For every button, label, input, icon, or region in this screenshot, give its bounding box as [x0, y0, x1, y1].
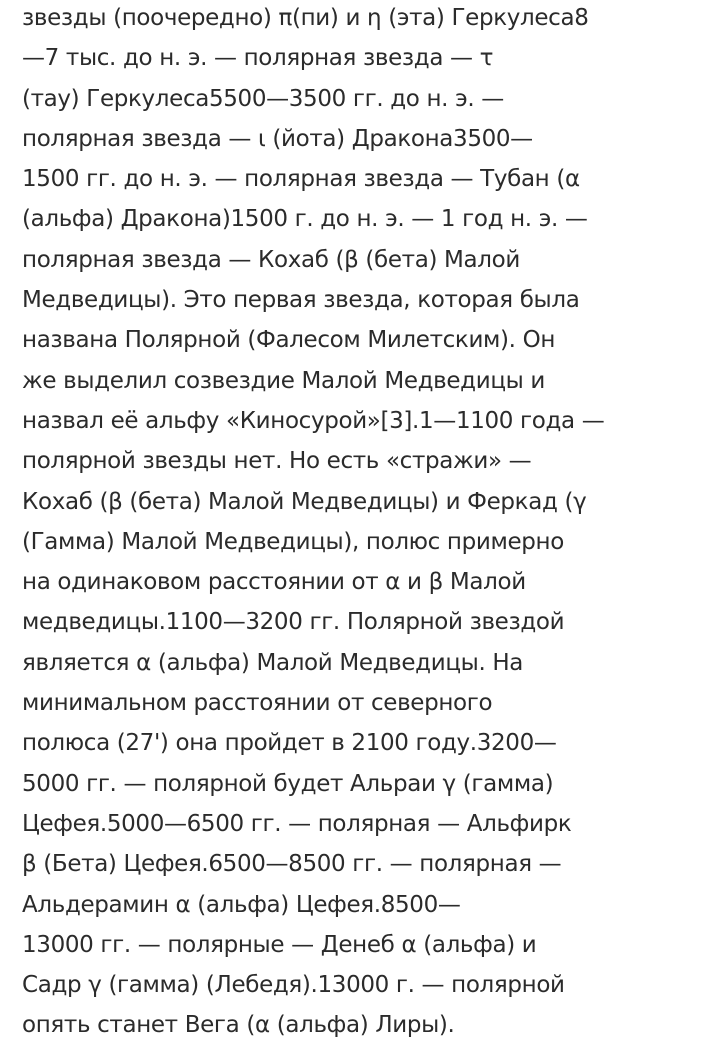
text-line: (Гамма) Малой Медведицы), полюс примерно — [22, 528, 564, 555]
text-line: Кохаб (β (бета) Малой Медведицы) и Феркад (γ — [22, 488, 587, 515]
text-line: 5000 гг. — полярной будет Альраи γ (гамма) — [22, 770, 554, 797]
text-line: Садр γ (гамма) (Лебедя).13000 г. — полярной — [22, 972, 565, 999]
text-line: названа Полярной (Фалесом Милетским). Он — [22, 327, 556, 354]
text-line: минимальном расстоянии от северного — [22, 690, 493, 717]
text-line: (альфа) Дракона)1500 г. до н. э. — 1 год н. э. — — [22, 206, 588, 233]
text-line: полюса (27') она пройдет в 2100 году.3200— — [22, 730, 557, 757]
text-line: же выделил созвездие Малой Медведицы и — [22, 367, 546, 394]
text-line: на одинаковом расстоянии от α и β Малой — [22, 569, 526, 596]
text-line: звезды (поочередно) π(пи) и η (эта) Геркулеса8 — [22, 5, 589, 31]
text-line: полярной звезды нет. Но есть «стражи» — — [22, 448, 532, 475]
text-line: 1500 гг. до н. э. — полярная звезда — Тубан (α — [22, 166, 580, 193]
text-line: (тау) Геркулеса5500—3500 гг. до н. э. — — [22, 85, 504, 112]
text-line: полярная звезда — Кохаб (β (бета) Малой — [22, 246, 520, 273]
text-line: Медведицы). Это первая звезда, которая была — [22, 287, 580, 314]
text-line: медведицы.1100—3200 гг. Полярной звездой — [22, 609, 565, 636]
text-line: β (Бета) Цефея.6500—8500 гг. — полярная — — [22, 851, 562, 878]
text-line: Цефея.5000—6500 гг. — полярная — Альфирк — [22, 810, 572, 837]
text-line: 13000 гг. — полярные — Денеб α (альфа) и — [22, 931, 537, 958]
text-line: опять станет Вега (α (альфа) Лиры). — [22, 1012, 455, 1039]
text-line: полярная звезда — ι (йота) Дракона3500— — [22, 125, 533, 152]
text-line: —7 тыс. до н. э. — полярная звезда — τ — [22, 45, 494, 72]
text-line: Альдерамин α (альфа) Цефея.8500— — [22, 891, 461, 918]
text-line: назвал её альфу «Киносурой»[3].1—1100 года — — [22, 407, 605, 434]
text-line: является α (альфа) Малой Медведицы. На — [22, 649, 524, 676]
article-text — [22, 0, 702, 1046]
